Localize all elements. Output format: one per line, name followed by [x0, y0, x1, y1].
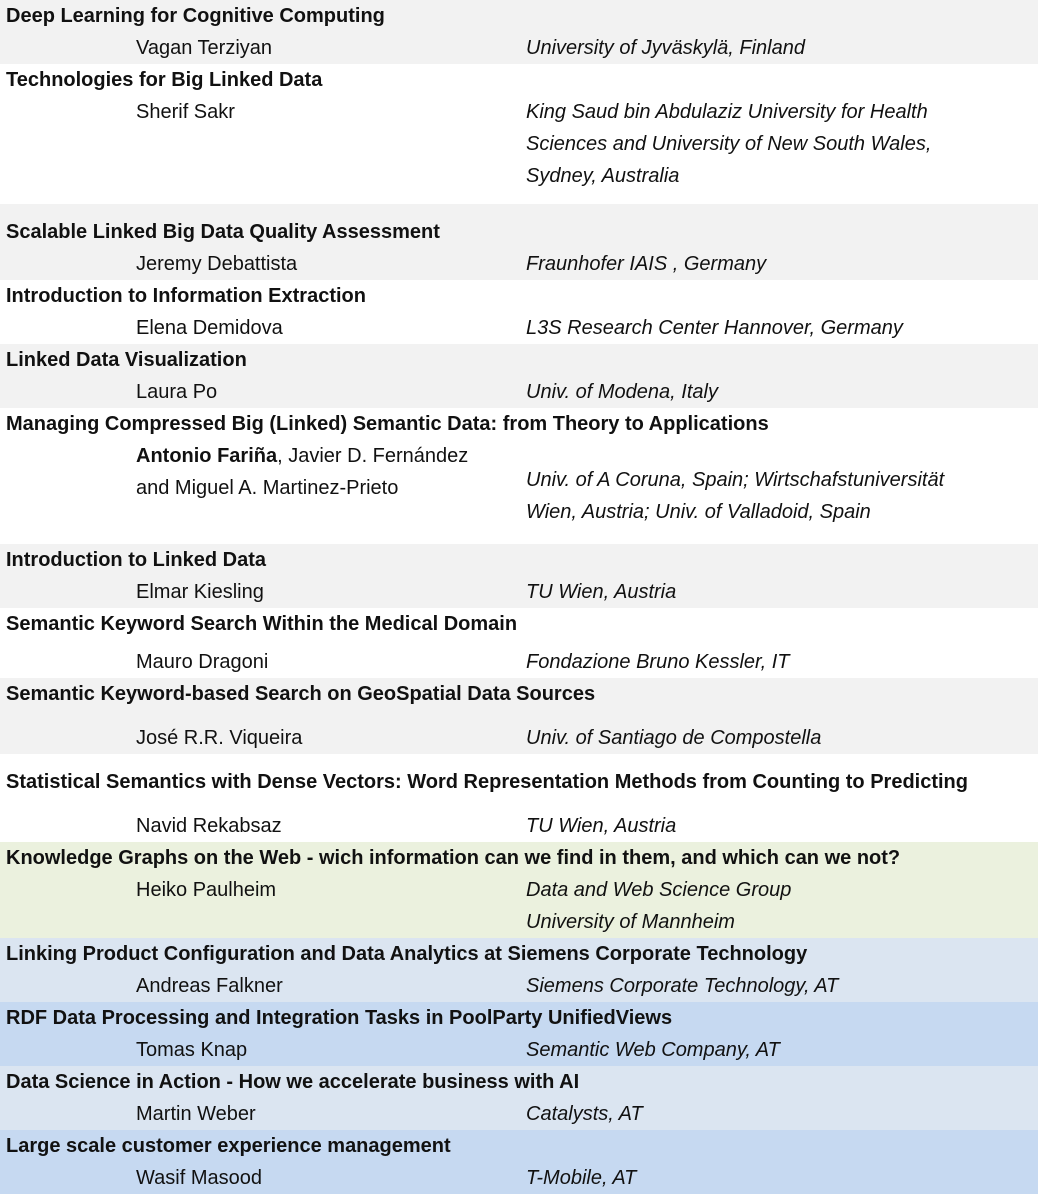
session-row [0, 1066, 1038, 1130]
session-affiliation: T-Mobile, AT [526, 1167, 637, 1189]
session-affiliation: Sciences and University of New South Wales, [526, 133, 932, 155]
session-affiliation: Fraunhofer IAIS , Germany [526, 253, 767, 275]
session-affiliation: Univ. of A Coruna, Spain; Wirtschafstuniversität [526, 469, 945, 491]
session-row [0, 204, 1038, 280]
speaker-name-segment: , Javier D. Fernández [277, 445, 469, 467]
session-affiliation: Wien, Austria; Univ. of Valladoid, Spain [526, 501, 871, 523]
speaker-name-segment: José R.R. Viqueira [136, 727, 303, 749]
session-speaker [136, 248, 297, 280]
session-title: Introduction to Linked Data [6, 549, 266, 571]
session-speaker [136, 810, 282, 842]
session-speaker [136, 472, 398, 504]
session-row [0, 678, 1038, 754]
speaker-name-segment: Elena Demidova [136, 317, 283, 339]
session-row [0, 754, 1038, 842]
session-title: Technologies for Big Linked Data [6, 69, 323, 91]
session-speaker [136, 440, 468, 472]
session-title: Statistical Semantics with Dense Vectors: Word Representation Methods from Counting to Predicting [6, 771, 968, 793]
session-row [0, 408, 1038, 544]
session-speaker [136, 646, 268, 678]
session-affiliation: Semantic Web Company, AT [526, 1039, 780, 1061]
session-affiliation: University of Jyväskylä, Finland [526, 37, 805, 59]
speaker-name-segment: Navid Rekabsaz [136, 815, 282, 837]
speaker-name-segment: and Miguel A. Martinez-Prieto [136, 477, 399, 499]
session-row [0, 0, 1038, 64]
speaker-name-segment: Wasif Masood [136, 1167, 262, 1189]
session-affiliation: Data and Web Science Group [526, 879, 792, 901]
speaker-name-segment: Heiko Paulheim [136, 879, 277, 901]
session-title: Managing Compressed Big (Linked) Semantic Data: from Theory to Applications [6, 413, 769, 435]
session-affiliation: Univ. of Modena, Italy [526, 381, 718, 403]
session-title: Large scale customer experience management [6, 1135, 451, 1157]
session-speaker [136, 96, 235, 128]
session-row [0, 608, 1038, 678]
session-row [0, 938, 1038, 1002]
session-speaker [136, 874, 276, 906]
session-row [0, 544, 1038, 608]
session-affiliation: University of Mannheim [526, 911, 735, 933]
speaker-name-segment: Jeremy Debattista [136, 253, 298, 275]
speaker-name-segment: Mauro Dragoni [136, 651, 269, 673]
session-title: Semantic Keyword Search Within the Medical Domain [6, 613, 518, 635]
session-title: Linked Data Visualization [6, 349, 247, 371]
session-affiliation: L3S Research Center Hannover, Germany [526, 317, 903, 339]
session-row [0, 280, 1038, 344]
session-speaker [136, 576, 264, 608]
speaker-name-segment: Antonio Fariña [136, 445, 278, 467]
session-affiliation: TU Wien, Austria [526, 815, 677, 837]
session-speaker [136, 722, 302, 754]
session-affiliation: TU Wien, Austria [526, 581, 677, 603]
speaker-name-segment: Andreas Falkner [136, 975, 283, 997]
session-row [0, 1130, 1038, 1194]
session-speaker [136, 32, 272, 64]
speaker-name-segment: Sherif Sakr [136, 101, 235, 123]
session-title: Data Science in Action - How we accelerate business with AI [6, 1071, 580, 1093]
speaker-name-segment: Elmar Kiesling [136, 581, 264, 603]
session-affiliation: Sydney, Australia [526, 165, 680, 187]
session-title: Introduction to Information Extraction [6, 285, 366, 307]
session-speaker [136, 970, 283, 1002]
speaker-name-segment: Vagan Terziyan [136, 37, 273, 59]
session-title: Knowledge Graphs on the Web - wich information can we find in them, and which can we not? [6, 847, 901, 869]
session-affiliation: Catalysts, AT [526, 1103, 643, 1125]
session-row [0, 344, 1038, 408]
session-speaker [136, 312, 283, 344]
speaker-name-segment: Martin Weber [136, 1103, 256, 1125]
session-affiliation: King Saud bin Abdulaziz University for Health [526, 101, 928, 123]
session-speaker [136, 376, 217, 408]
session-affiliation: Univ. of Santiago de Compostella [526, 727, 822, 749]
session-row [0, 842, 1038, 938]
speaker-name-segment: Laura Po [136, 381, 218, 403]
session-speaker [136, 1162, 262, 1194]
session-title: Linking Product Configuration and Data Analytics at Siemens Corporate Technology [6, 943, 808, 965]
speaker-name-segment: Tomas Knap [136, 1039, 248, 1061]
session-row [0, 64, 1038, 204]
session-title: Deep Learning for Cognitive Computing [6, 5, 385, 27]
session-affiliation: Siemens Corporate Technology, AT [526, 975, 839, 997]
session-affiliation: Fondazione Bruno Kessler, IT [526, 651, 790, 673]
session-title: RDF Data Processing and Integration Tasks in PoolParty UnifiedViews [6, 1007, 673, 1029]
session-title: Semantic Keyword-based Search on GeoSpatial Data Sources [6, 683, 596, 705]
session-row [0, 1002, 1038, 1066]
session-title: Scalable Linked Big Data Quality Assessment [6, 221, 440, 243]
session-speaker [136, 1098, 256, 1130]
session-speaker [136, 1034, 247, 1066]
